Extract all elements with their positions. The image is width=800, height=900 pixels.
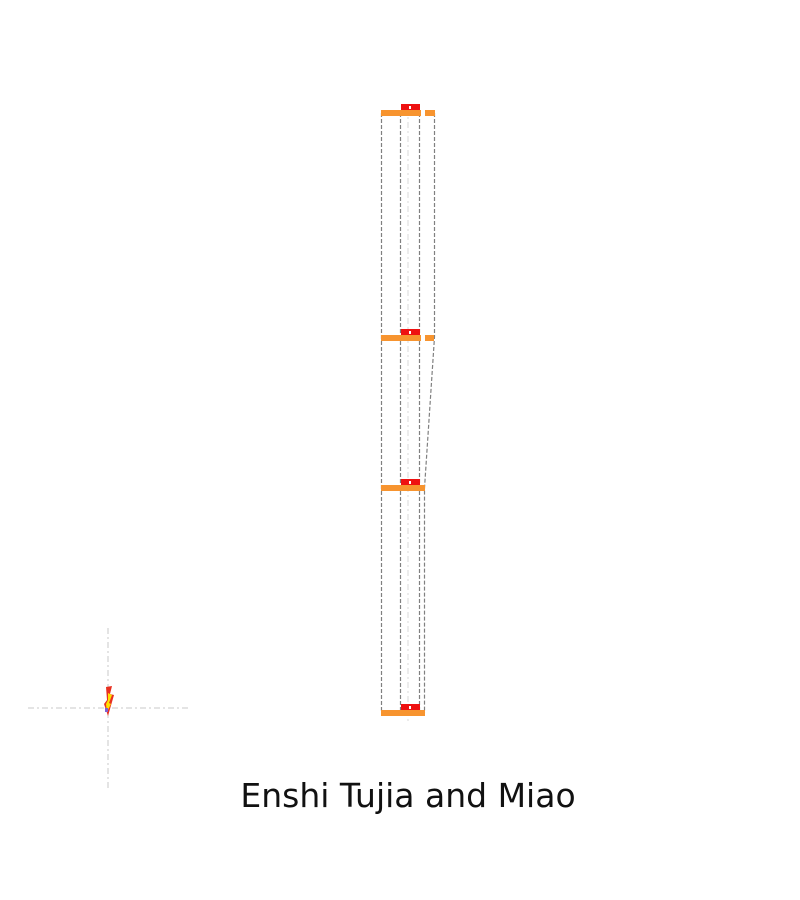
top-level: [381, 104, 435, 116]
base-level: [381, 704, 425, 716]
base-level-band: [381, 710, 425, 716]
location-marker: [104, 686, 114, 716]
outline-right-outer: [425, 113, 435, 713]
locator-crosshair: [28, 628, 190, 788]
middle-level: [381, 479, 425, 491]
middle-level-cap-mark: [409, 481, 411, 484]
base-level-cap-mark: [409, 706, 411, 709]
upper-level: [381, 329, 434, 341]
top-level-band-left: [381, 110, 421, 116]
upper-level-band-left: [381, 335, 421, 341]
top-level-cap-mark: [409, 106, 411, 109]
middle-level-band: [381, 485, 425, 491]
top-level-band-right: [425, 110, 435, 116]
upper-level-cap-mark: [409, 331, 411, 334]
upper-level-band-right: [425, 335, 434, 341]
tower-structure: [381, 104, 435, 722]
diagram-caption: Enshi Tujia and Miao: [240, 776, 576, 815]
location-marker-purple: [105, 708, 108, 712]
